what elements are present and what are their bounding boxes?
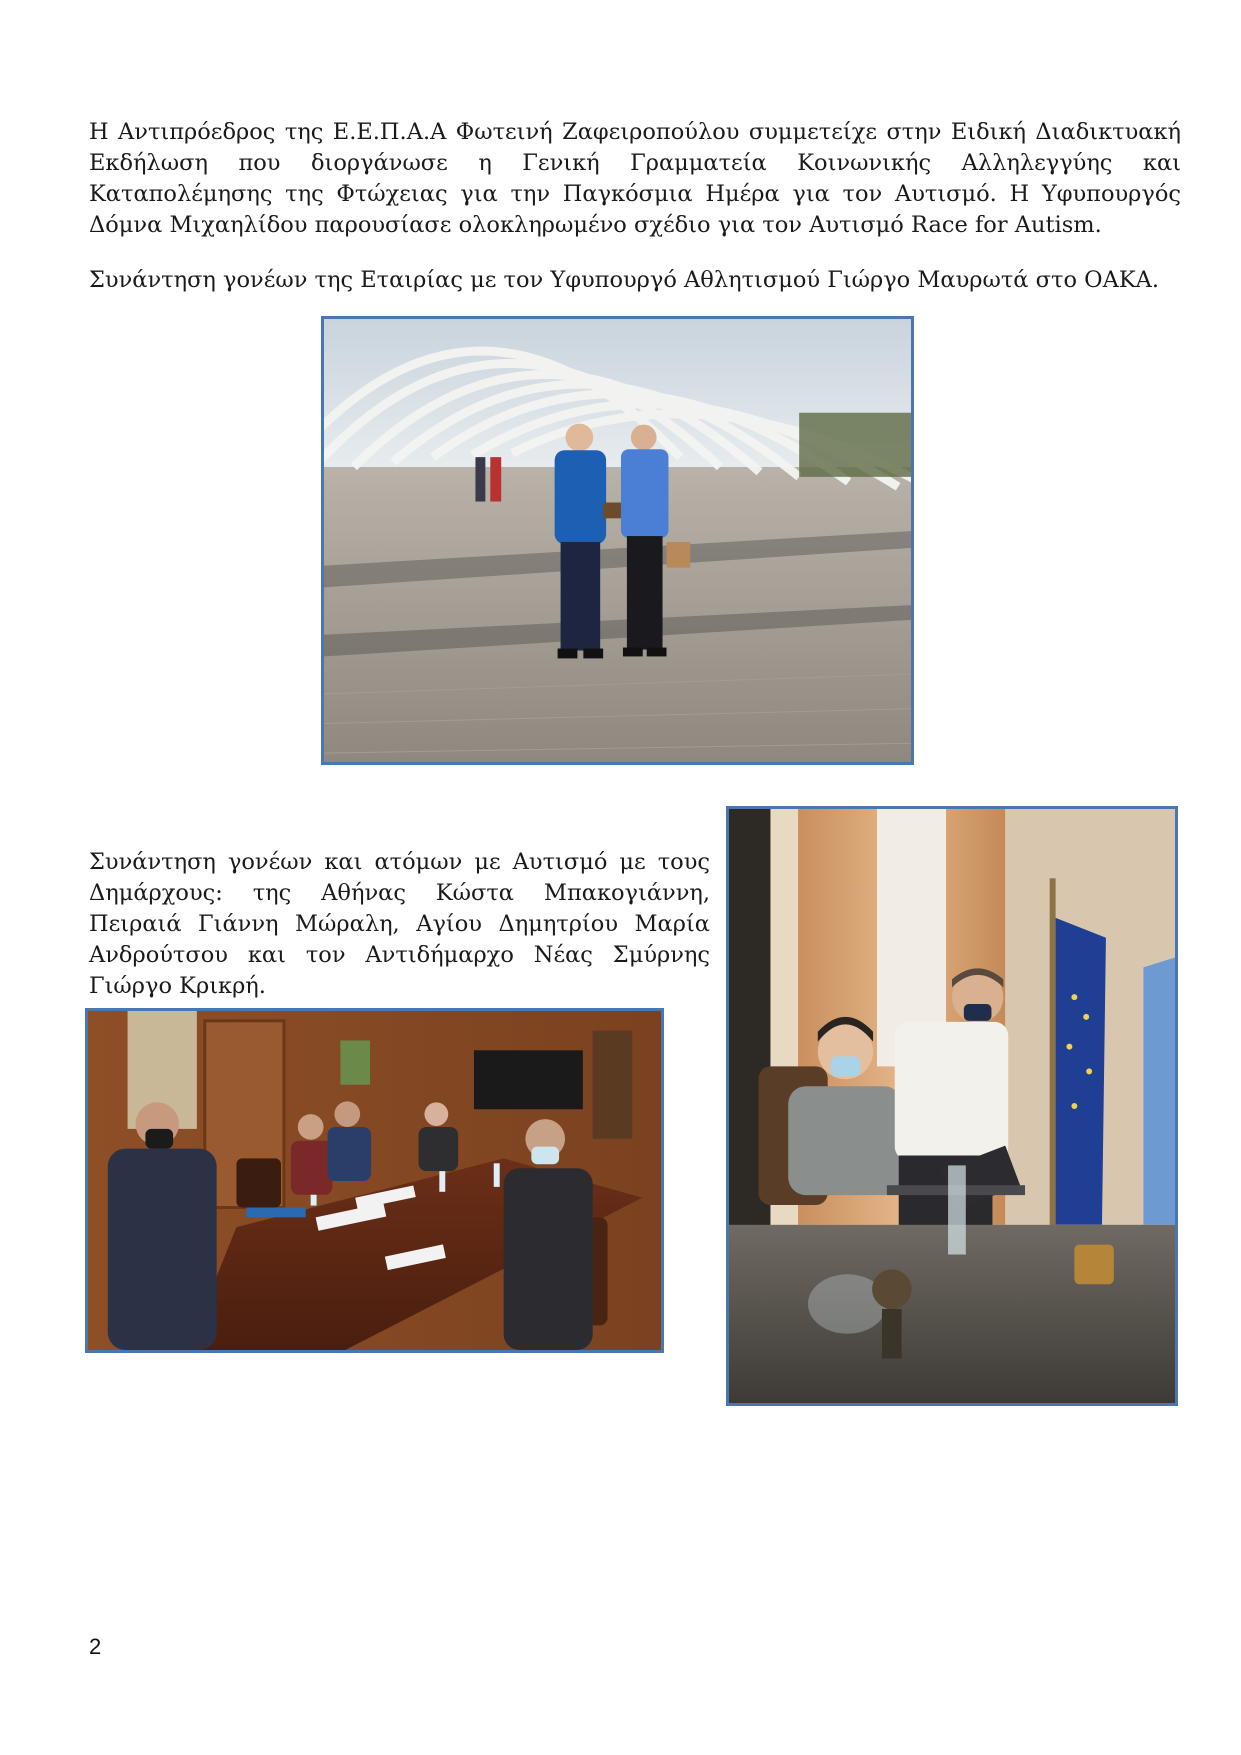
photo-office-laptop: [726, 806, 1178, 1406]
paragraph-oaka-meeting: Συνάντηση γονέων της Εταιρίας με τον Υφυπουργό Αθλητισμού Γιώργο Μαυρωτά στο ΟΑΚΑ.: [89, 267, 1160, 293]
photo-mayors-meeting-room: [85, 1008, 664, 1353]
page-number: 2: [89, 1634, 102, 1659]
paragraph-event-participation: Η Αντιπρόεδρος της Ε.Ε.Π.Α.Α Φωτεινή Ζαφειροπούλου συμμετείχε στην Ειδική Διαδικτυακή Εκδήλωση που διοργάνωσε η Γενική Γραμματεία Κοινωνικής Αλληλεγγύης και Καταπολέμησης της Φτώχειας για την Παγκόσμια Ημέρα για τον Αυτισμό. Η Υφυπουργός Δόμνα Μιχαηλίδου παρουσίασε ολοκληρωμένο σχέδιο για τον Αυτισμό Race for Autism.: [89, 119, 1181, 238]
paragraph-mayors-meeting: Συνάντηση γονέων και ατόμων με Αυτισμό με τους Δημάρχους: της Αθήνας Κώστα Μπακογιάννη, Πειραιά Γιάννη Μώραλη, Αγίου Δημητρίου Μαρία Ανδρούτσου και τον Αντιδήμαρχο Νέας Σμύρνης Γιώργο Κρικρή.: [89, 849, 710, 999]
photo-oaka-meeting: [321, 316, 914, 765]
